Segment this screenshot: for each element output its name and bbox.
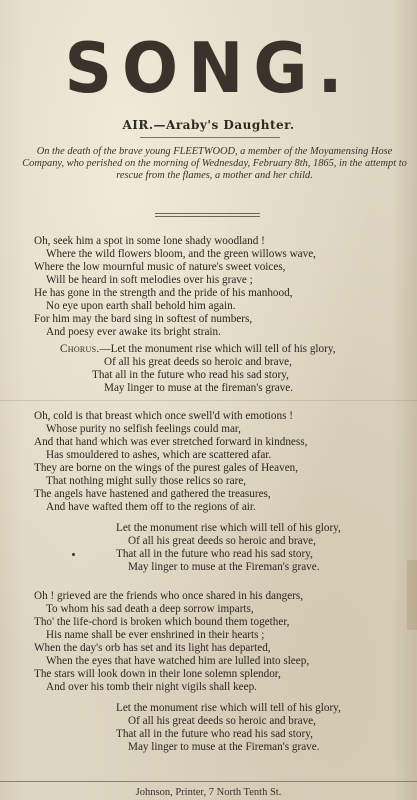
- verse-line: When the eyes that have watched him are lulled into sleep,: [46, 655, 310, 667]
- verse-line: No eye upon earth shall behold him again.: [46, 300, 236, 312]
- verse-line: That all in the future who read his sad story,: [92, 369, 289, 381]
- verse-line: —Let the monument rise which will tell of his glory,: [99, 343, 336, 355]
- verse-line: May linger to muse at the Fireman's grave.: [128, 741, 320, 753]
- chorus-first-line: [60, 343, 336, 356]
- verse-line: Let the monument rise which will tell of his glory,: [116, 702, 341, 714]
- paper-stain: [407, 560, 417, 630]
- verse-line: Oh, seek him a spot in some lone shady woodland !: [34, 235, 265, 247]
- song-title: SONG.: [64, 28, 353, 109]
- double-rule-separator: [155, 213, 260, 217]
- verse-line: Oh, cold is that breast which once swell'd with emotions !: [34, 410, 293, 422]
- verse-line: May linger to muse at the Fireman's grave.: [128, 561, 320, 573]
- verse-line: They are borne on the wings of the purest gales of Heaven,: [34, 462, 299, 474]
- verse-line: Tho' the life-chord is broken which bound them together,: [34, 616, 290, 628]
- verse-line: The stars will look down in their lone solemn splendor,: [34, 668, 281, 680]
- air-line: AIR.—Araby's Daughter.: [122, 118, 295, 132]
- dedication-text: On the death of the brave young FLEETWOOD, a member of the Moyamensing Hose Company, who perished on the morning of Wednesday, February 8th, 1865, in the attempt to rescue from the flames, a mother and her child.: [22, 146, 407, 182]
- ink-speck: [72, 553, 75, 556]
- verse-line: For him may the bard sing in softest of numbers,: [34, 313, 253, 325]
- verse-line: He has gone in the strength and the pride of his manhood,: [34, 287, 293, 299]
- verse-line: And poesy ever awake its bright strain.: [46, 326, 221, 338]
- printer-imprint: Johnson, Printer, 7 North Tenth St.: [135, 787, 282, 798]
- verse-line: When the day's orb has set and its light has departed,: [34, 642, 271, 654]
- air-underline: [140, 137, 280, 138]
- verse-line: Let the monument rise which will tell of his glory,: [116, 522, 341, 534]
- verse-line: Of all his great deeds so heroic and brave,: [128, 715, 316, 727]
- verse-line: Has smouldered to ashes, which are scattered afar.: [46, 449, 272, 461]
- verse-line: And over his tomb their night vigils shall keep.: [46, 681, 257, 693]
- verse-line: Will be heard in soft melodies over his grave ;: [46, 274, 253, 286]
- chorus-label: Chorus.: [60, 343, 100, 355]
- verse-line: His name shall be ever enshrined in their hearts ;: [46, 629, 265, 641]
- verse-line: And have wafted them off to the regions of air.: [46, 501, 256, 513]
- verse-line: May linger to muse at the fireman's grave.: [104, 382, 294, 394]
- verse-line: To whom his sad death a deep sorrow imparts,: [46, 603, 254, 615]
- verse-line: That all in the future who read his sad story,: [116, 548, 313, 560]
- verse-line: Where the low mournful music of nature's sweet voices,: [34, 261, 286, 273]
- verse-line: Whose purity no selfish feelings could mar,: [46, 423, 241, 435]
- verse-line: Where the wild flowers bloom, and the green willows wave,: [46, 248, 316, 260]
- verse-line: The angels have hastened and gathered the treasures,: [34, 488, 271, 500]
- verse-line: And that hand which was ever stretched forward in kindness,: [34, 436, 308, 448]
- verse-line: Oh ! grieved are the friends who once shared in his dangers,: [34, 590, 304, 602]
- verse-line: That all in the future who read his sad story,: [116, 728, 313, 740]
- printer-rule: [0, 781, 417, 782]
- verse-line: Of all his great deeds so heroic and brave,: [104, 356, 292, 368]
- verse-line: Of all his great deeds so heroic and brave,: [128, 535, 316, 547]
- paper-fold-line: [0, 400, 417, 401]
- verse-line: That nothing might sully those relics so rare,: [46, 475, 247, 487]
